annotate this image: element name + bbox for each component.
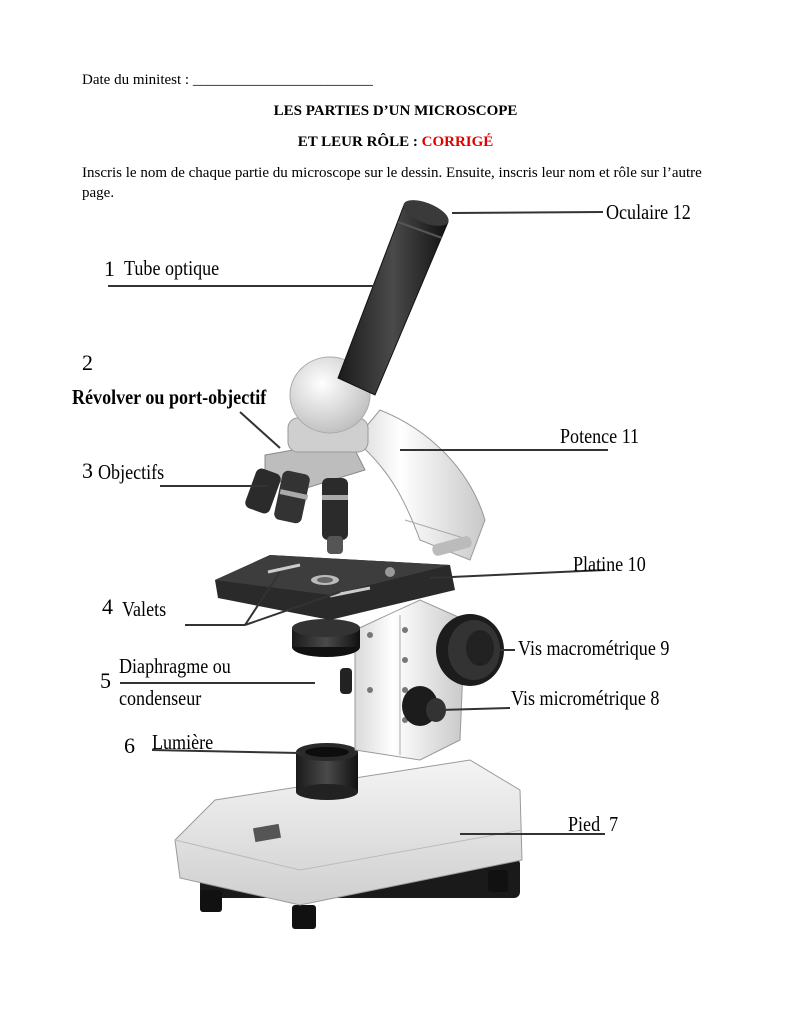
page-title: LES PARTIES D’UN MICROSCOPE (273, 103, 518, 119)
label-potence: Potence 11 (560, 424, 640, 448)
instructions: Inscris le nom de chaque partie du microscope sur le dessin. Ensuite, inscris leur nom et rôle sur l’autre page. (82, 165, 702, 201)
label-pied: Pied 7 (568, 812, 619, 836)
num-valets: 4 (102, 594, 113, 619)
label-lumiere: Lumière (152, 730, 214, 754)
optical-tube (338, 195, 452, 395)
num-lumiere: 6 (124, 733, 135, 758)
coarse-knob (436, 614, 504, 686)
label-oculaire: Oculaire 12 (606, 200, 691, 224)
num-revolver: 2 (82, 350, 93, 375)
label-diaphragme: Diaphragme ou (119, 654, 231, 678)
corrige-badge: CORRIGÉ (421, 134, 494, 150)
num-objectifs: 3 (82, 458, 93, 483)
label-vis-micrometrique: Vis micrométrique 8 (511, 686, 660, 710)
line-revolver (240, 412, 280, 448)
label-condenseur: condenseur (119, 686, 202, 710)
date-field: Date du minitest : ________________________ (82, 72, 373, 88)
num-tube: 1 (104, 256, 115, 281)
num-diaphragme: 5 (100, 668, 111, 693)
label-platine: Platine 10 (573, 552, 646, 576)
nosepiece (244, 440, 365, 554)
label-objectifs: Objectifs (98, 460, 165, 484)
label-revolver: Révolver ou port-objectif (72, 385, 267, 409)
label-valets: Valets (122, 597, 167, 621)
subtitle-prefix: ET LEUR RÔLE : (297, 134, 422, 150)
line-oculaire (452, 212, 603, 213)
light-source (296, 743, 358, 800)
label-vis-macrometrique: Vis macrométrique 9 (518, 636, 670, 660)
label-tube-optique: Tube optique (124, 256, 220, 280)
